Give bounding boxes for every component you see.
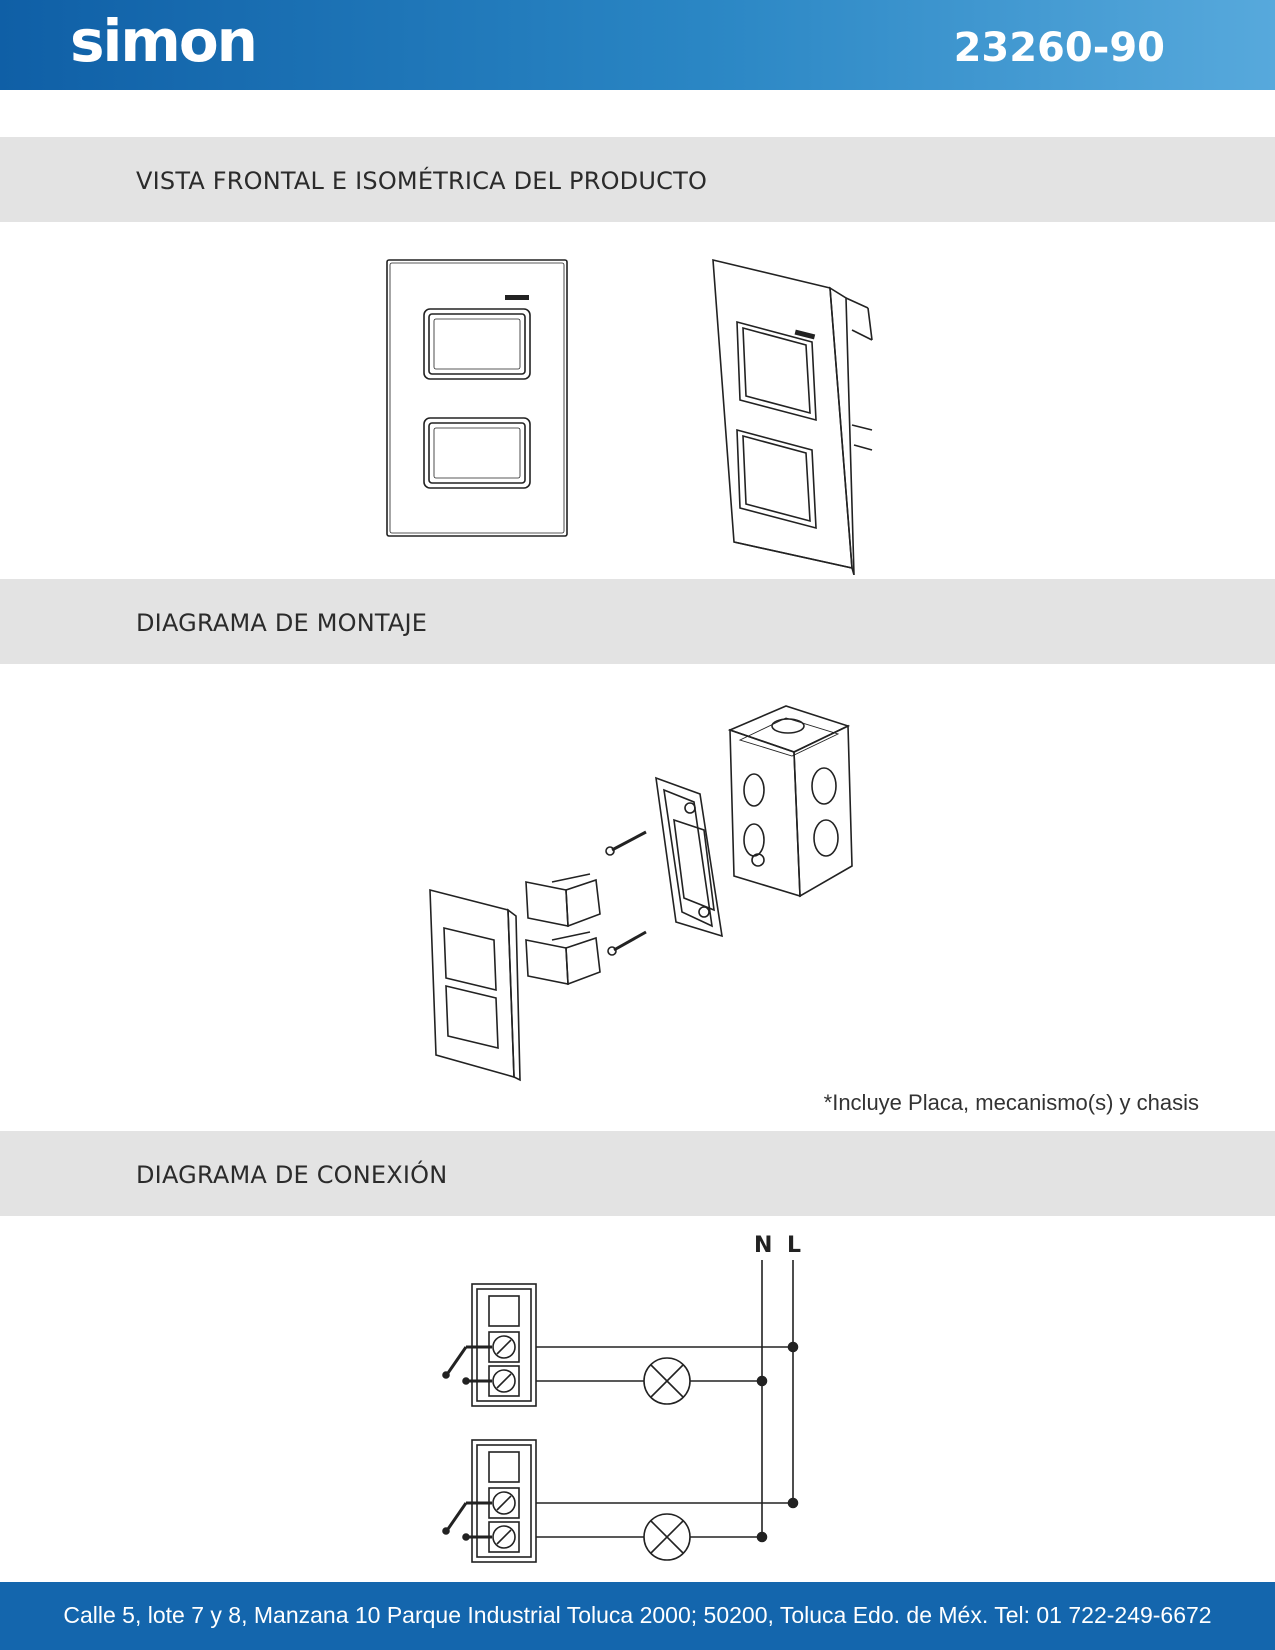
assembly-note: *Incluye Placa, mecanismo(s) y chasis — [823, 1090, 1199, 1115]
plate-brand-mark — [505, 295, 529, 300]
footer-bar — [0, 1582, 1275, 1650]
assembly-electrical-box — [730, 706, 852, 896]
assembly-diagram — [0, 690, 1275, 1090]
section-title-assembly: DIAGRAMA DE MONTAJE — [136, 609, 428, 637]
live-label: L — [787, 1233, 802, 1258]
lamp-1 — [644, 1358, 690, 1404]
switch-1-terminal-block — [472, 1284, 536, 1406]
section-band-assembly — [0, 579, 1275, 664]
neutral-label: N — [754, 1233, 773, 1258]
front-view-plate — [387, 260, 567, 536]
brand-logo: simon — [70, 7, 256, 75]
product-views-drawing — [0, 230, 1275, 575]
assembly-chassis — [656, 778, 722, 936]
wiring-diagram — [0, 1220, 1275, 1580]
switch-1-lever — [448, 1347, 492, 1381]
switch-2-terminal-block — [472, 1440, 536, 1562]
switch-2-lever — [448, 1503, 492, 1537]
section-band-views — [0, 137, 1275, 222]
header-bar — [0, 0, 1275, 90]
section-title-connection: DIAGRAMA DE CONEXIÓN — [136, 1161, 448, 1189]
assembly-screws — [606, 832, 646, 955]
section-title-views: VISTA FRONTAL E ISOMÉTRICA DEL PRODUCTO — [136, 167, 708, 195]
lamp-2 — [644, 1514, 690, 1560]
footer-address: Calle 5, lote 7 y 8, Manzana 10 Parque Industrial Toluca 2000; 50200, Toluca Edo. de Méx. Tel: 01 722-249-6672 — [63, 1602, 1212, 1628]
product-code: 23260-90 — [953, 25, 1165, 71]
isometric-view-plate — [713, 260, 872, 575]
assembly-plate — [430, 890, 520, 1080]
section-band-connection — [0, 1131, 1275, 1216]
assembly-mechanisms — [526, 874, 600, 984]
